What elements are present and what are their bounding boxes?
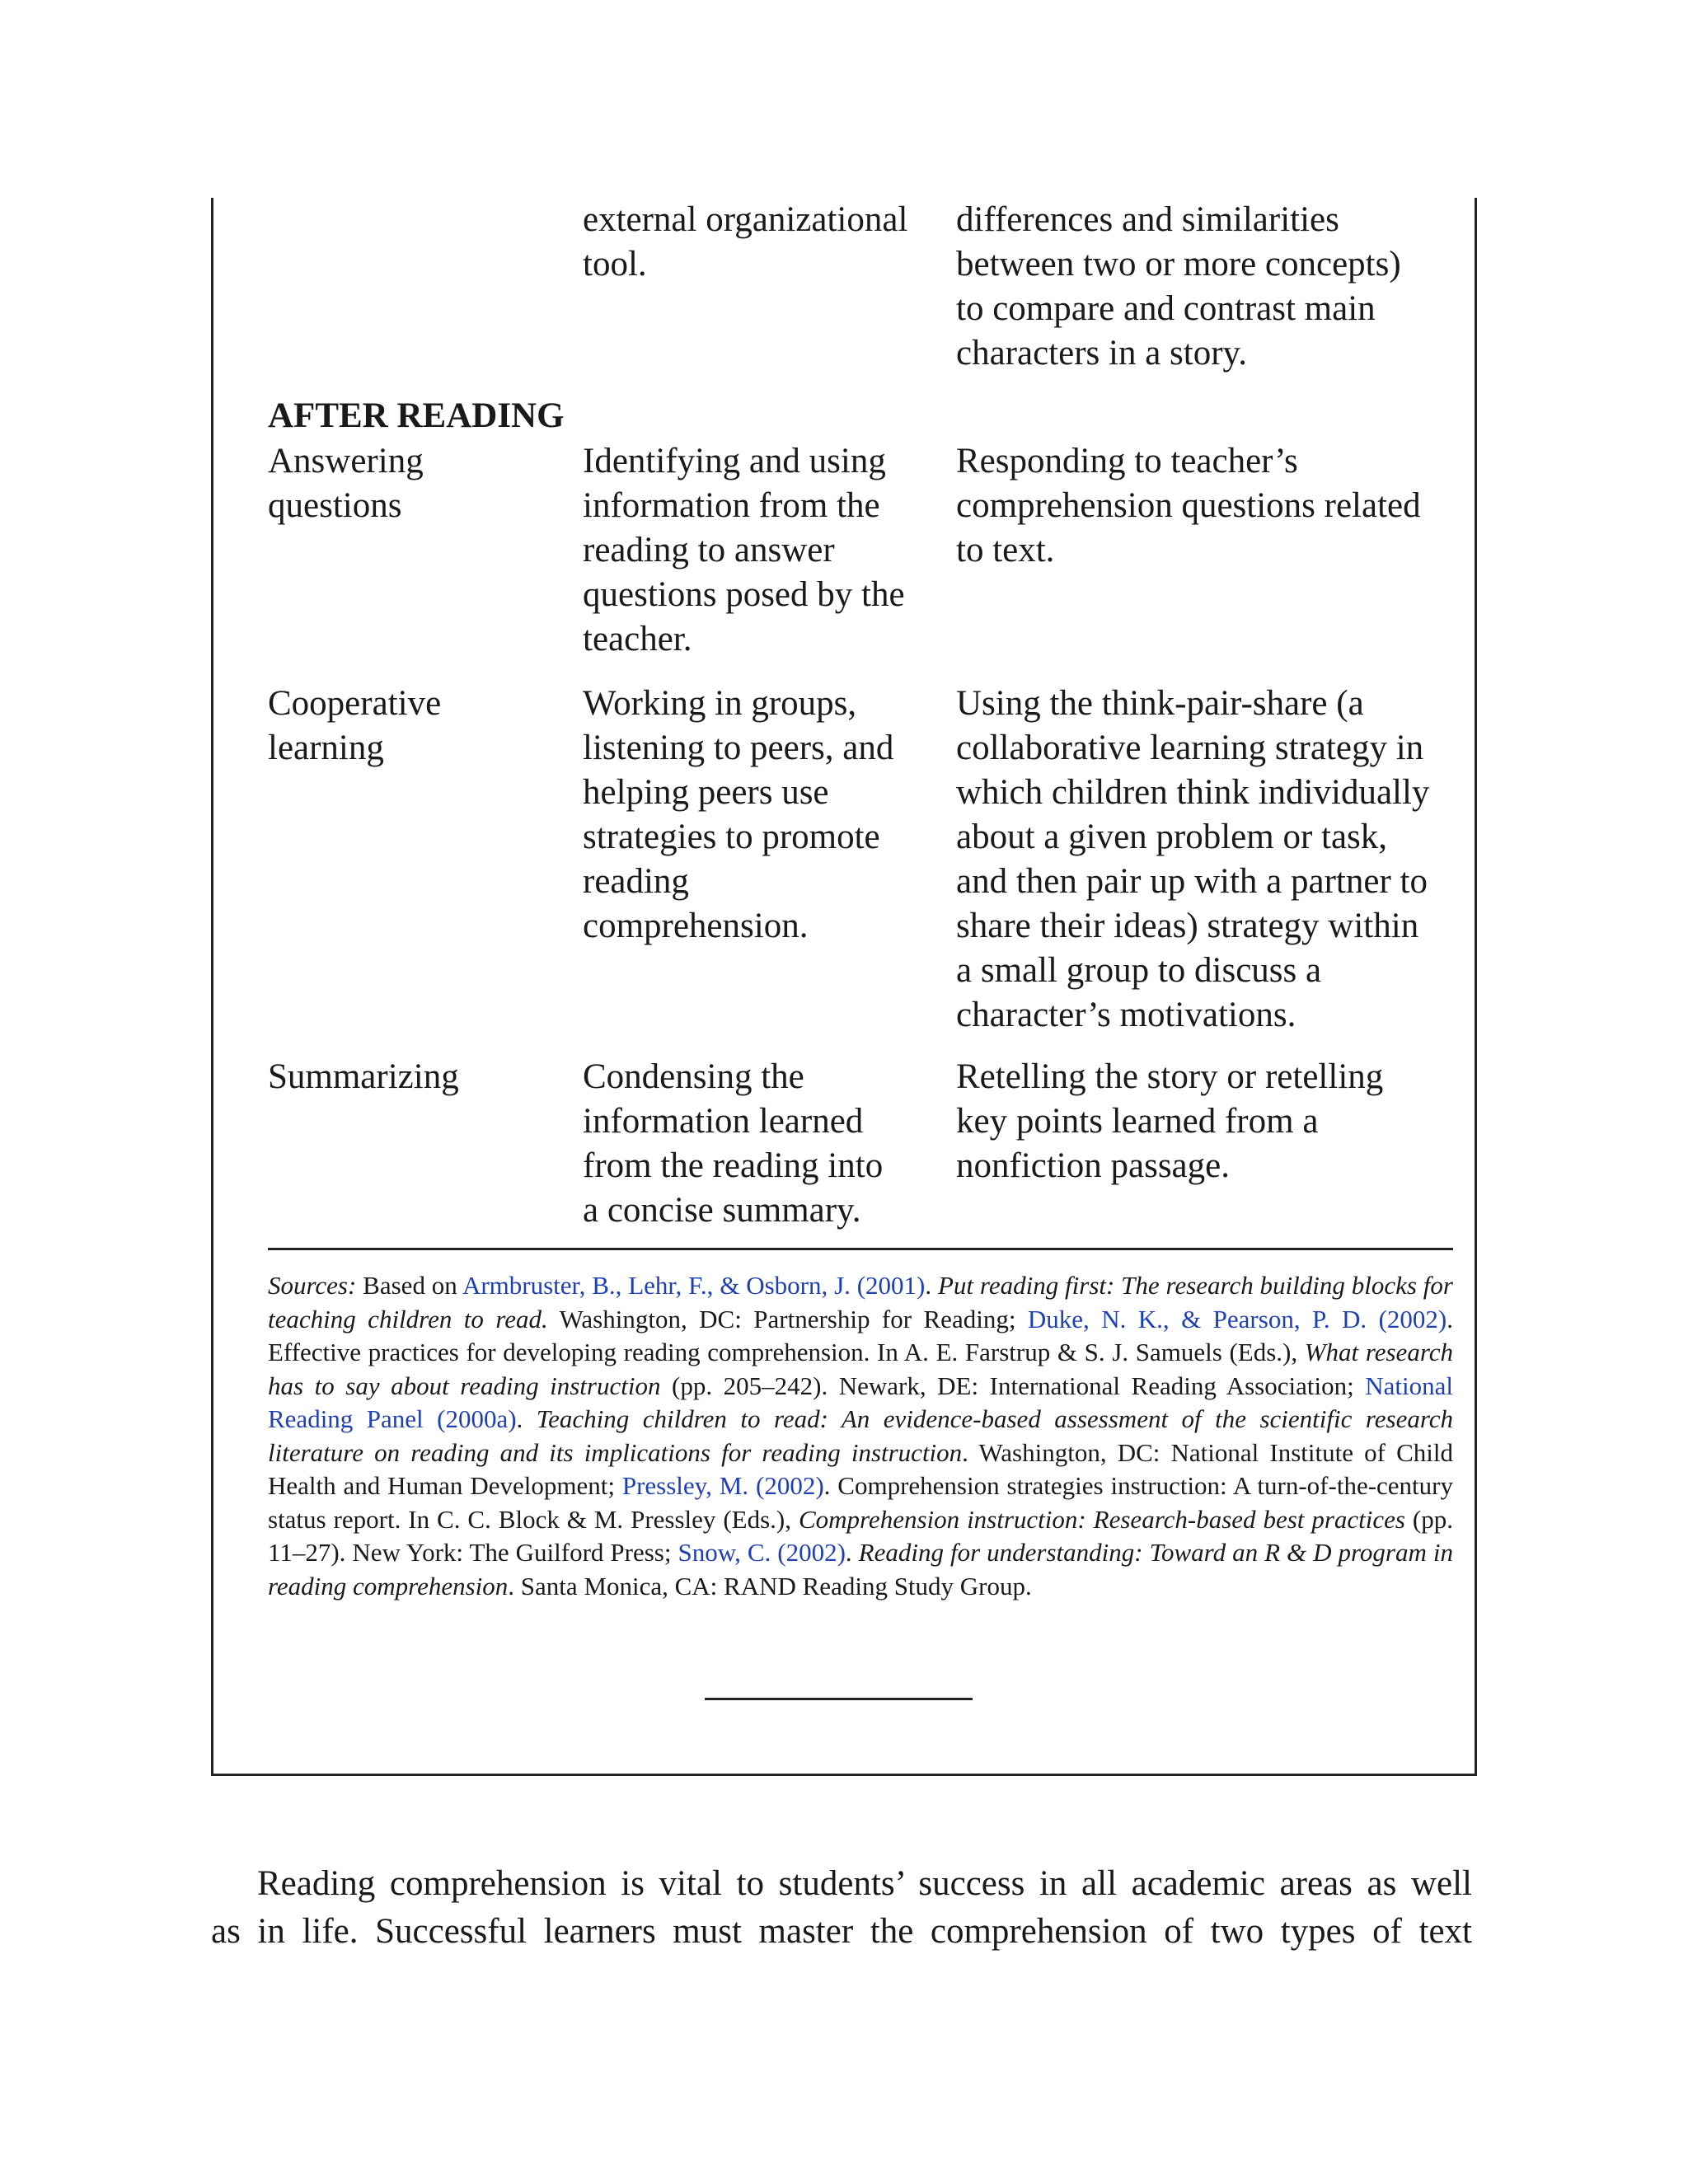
continuation-example-line: characters in a story. bbox=[956, 334, 1247, 373]
strategy-description-line: from the reading into bbox=[583, 1146, 884, 1185]
sources-note bbox=[268, 1269, 1453, 1603]
citation-link-duke[interactable]: Duke, N. K., & Pearson, P. D. (2002) bbox=[1027, 1304, 1447, 1333]
body-line: as in life. Successful learners must master the comprehension of two types of text bbox=[211, 1912, 1472, 1951]
sources-text: Washington, DC: Partnership for Reading; bbox=[547, 1304, 1028, 1333]
strategy-description-line: information learned bbox=[583, 1102, 864, 1141]
citation-link-nrp[interactable]: National Reading Panel (2000a) bbox=[268, 1371, 1453, 1433]
strategy-example-line: key points learned from a bbox=[956, 1102, 1319, 1141]
sources-text: (pp. 11–27). New York: The Guilford Press; bbox=[268, 1504, 1453, 1567]
strategy-description-line: Condensing the bbox=[583, 1057, 804, 1096]
strategy-description-line: Identifying and using bbox=[583, 442, 886, 480]
citation-link-snow[interactable]: Snow, C. (2002) bbox=[678, 1538, 846, 1567]
sources-text: . Effective practices for developing reading comprehension. In A. E. Farstrup & S. J. Samuels (Eds.), bbox=[268, 1304, 1453, 1366]
citation-link-armbruster[interactable]: Armbruster, B., Lehr, F., & Osborn, J. (2001) bbox=[462, 1271, 926, 1300]
sources-title: Put reading first: The research building blocks for teaching children to read. bbox=[268, 1271, 1453, 1333]
sources-text: Based on bbox=[356, 1271, 462, 1300]
strategy-example-line: character’s motivations. bbox=[956, 996, 1296, 1034]
strategy-example-line: to text. bbox=[956, 531, 1055, 569]
strategy-description-line: Working in groups, bbox=[583, 684, 857, 723]
strategy-example-line: and then pair up with a partner to bbox=[956, 862, 1428, 901]
strategy-example-line: Responding to teacher’s bbox=[956, 442, 1298, 480]
strategy-name-line: questions bbox=[268, 486, 402, 525]
sources-title: Comprehension instruction: Research-based best practices bbox=[798, 1504, 1405, 1534]
strategy-example-line: a small group to discuss a bbox=[956, 951, 1322, 990]
strategy-example-line: collaborative learning strategy in bbox=[956, 729, 1424, 767]
strategy-description-line: helping peers use bbox=[583, 773, 829, 812]
strategy-example-line: share their ideas) strategy within bbox=[956, 907, 1419, 945]
table-bottom-rule bbox=[268, 1248, 1453, 1250]
strategy-example-line: Using the think-pair-share (a bbox=[956, 684, 1364, 723]
strategy-example-line: about a given problem or task, bbox=[956, 818, 1388, 856]
continuation-example-line: differences and similarities bbox=[956, 200, 1339, 239]
strategy-name-line: Cooperative bbox=[268, 684, 442, 723]
citation-link-pressley[interactable]: Pressley, M. (2002) bbox=[621, 1471, 824, 1500]
continuation-example-line: to compare and contrast main bbox=[956, 289, 1376, 328]
sources-title: Reading for understanding: Toward an R & D program in reading comprehension bbox=[268, 1538, 1453, 1601]
sources-text: . Washington, DC: National Institute of Child Health and Human Development; bbox=[268, 1437, 1453, 1500]
strategy-description-line: listening to peers, and bbox=[583, 729, 894, 767]
sources-text: . Santa Monica, CA: RAND Reading Study Group. bbox=[508, 1571, 1032, 1601]
sources-text: . bbox=[516, 1404, 537, 1433]
strategy-example-line: nonfiction passage. bbox=[956, 1146, 1230, 1185]
strategy-description-line: strategies to promote bbox=[583, 818, 880, 856]
sources-label: Sources: bbox=[268, 1271, 357, 1300]
section-heading-after-reading: AFTER READING bbox=[268, 396, 565, 435]
continuation-description-line: tool. bbox=[583, 245, 647, 284]
strategy-example-line: comprehension questions related bbox=[956, 486, 1421, 525]
strategy-description-line: comprehension. bbox=[583, 907, 809, 945]
box-end-rule bbox=[705, 1698, 973, 1700]
sources-text: . bbox=[925, 1271, 938, 1300]
strategy-name-line: Answering bbox=[268, 442, 424, 480]
strategy-example-line: Retelling the story or retelling bbox=[956, 1057, 1384, 1096]
strategy-description-line: reading bbox=[583, 862, 689, 901]
continuation-description-line: external organizational bbox=[583, 200, 908, 239]
sources-text: (pp. 205–242). Newark, DE: International Reading Association; bbox=[660, 1371, 1366, 1400]
strategy-description-line: teacher. bbox=[583, 620, 692, 658]
continuation-example-line: between two or more concepts) bbox=[956, 245, 1401, 284]
strategy-description-line: information from the bbox=[583, 486, 880, 525]
sources-title: Teaching children to read: An evidence-based assessment of the scientific research literature on reading and its implications for reading instruction bbox=[268, 1404, 1453, 1467]
sources-text: . Comprehension strategies instruction: A turn-of-the-century status report. In C. C. Block & M. Pressley (Eds.), bbox=[268, 1471, 1453, 1534]
strategy-example-line: which children think individually bbox=[956, 773, 1430, 812]
strategy-description-line: reading to answer bbox=[583, 531, 835, 569]
strategy-description-line: a concise summary. bbox=[583, 1191, 861, 1230]
body-line: Reading comprehension is vital to students’ success in all academic areas as well bbox=[257, 1864, 1472, 1903]
sources-title: What research has to say about reading instruction bbox=[268, 1338, 1453, 1400]
strategy-description-line: questions posed by the bbox=[583, 575, 905, 614]
strategy-name-line: Summarizing bbox=[268, 1057, 459, 1096]
sources-text: . bbox=[845, 1538, 859, 1567]
strategy-name-line: learning bbox=[268, 729, 384, 767]
body-paragraph bbox=[211, 1860, 1472, 1956]
